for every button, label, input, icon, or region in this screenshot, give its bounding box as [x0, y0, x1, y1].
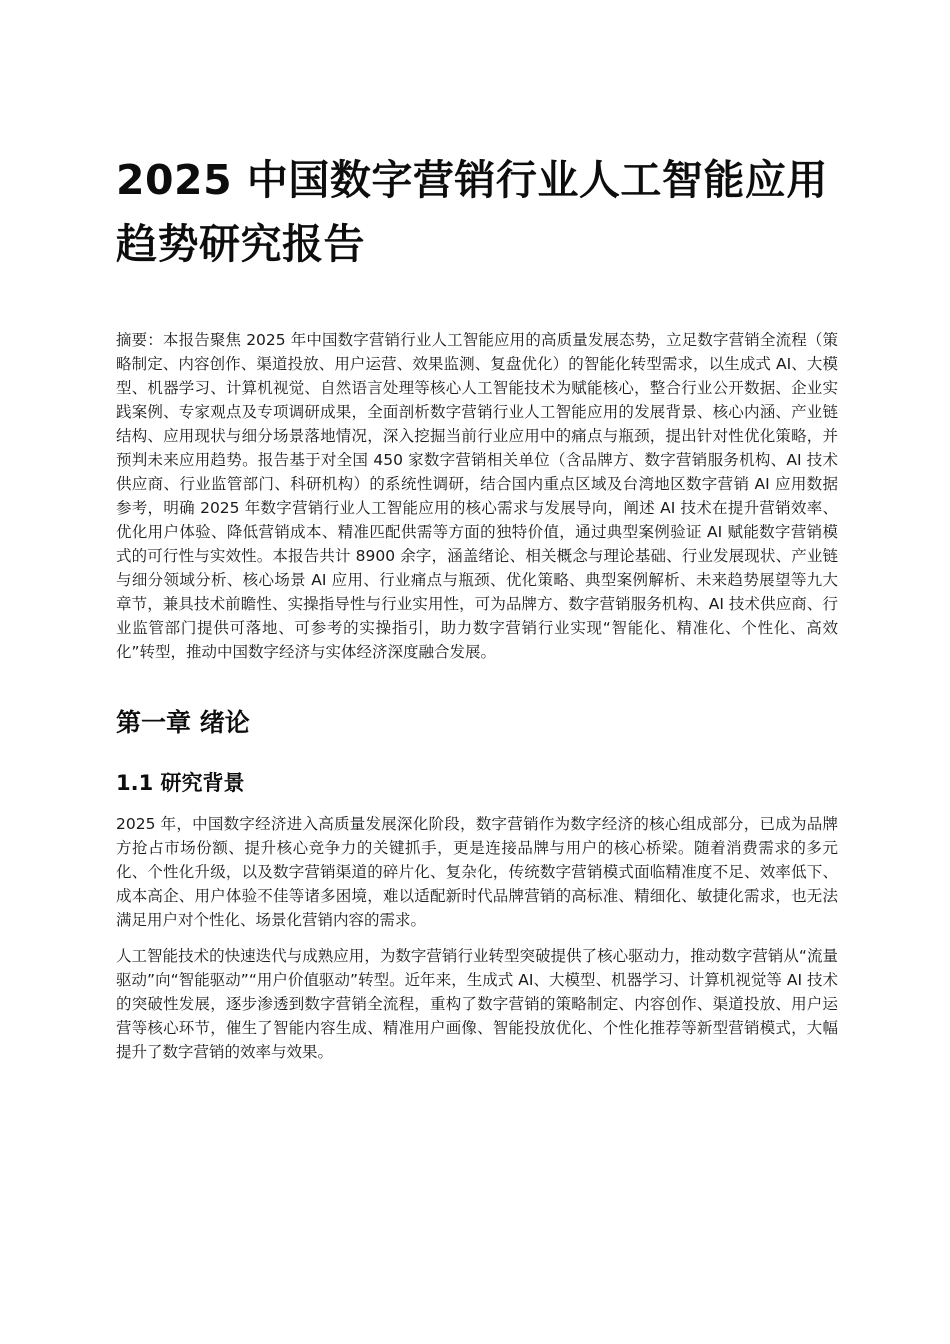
body-paragraph: 人工智能技术的快速迭代与成熟应用，为数字营销行业转型突破提供了核心驱动力，推动数字营销从“流量驱动”向“智能驱动”“用户价值驱动”转型。近年来，生成式 AI、大模型、机器学习、计算机视觉等 AI 技术的突破性发展，逐步渗透到数字营销全流程，重构了数字营销的策略制定、内容创作、渠道投放、用户运营等核心环节，催生了智能内容生成、精准用户画像、智能投放优化、个性化推荐等新型营销模式，大幅提升了数字营销的效率与效果。	[116, 947, 838, 1061]
abstract-paragraph: 摘要：本报告聚焦 2025 年中国数字营销行业人工智能应用的高质量发展态势，立足数字营销全流程（策略制定、内容创作、渠道投放、用户运营、效果监测、复盘优化）的智能化转型需求，以生成式 AI、大模型、机器学习、计算机视觉、自然语言处理等核心人工智能技术为赋能核心，整合行业公开数据、企业实践案例、专家观点及专项调研成果，全面剖析数字营销行业人工智能应用的发展背景、核心内涵、产业链结构、应用现状与细分场景落地情况，深入挖掘当前行业应用中的痛点与瓶颈，提出针对性优化策略，并预判未来应用趋势。报告基于对全国 450 家数字营销相关单位（含品牌方、数字营销服务机构、AI 技术供应商、行业监管部门、科研机构）的系统性调研，结合国内重点区域及台湾地区数字营销 AI 应用数据参考，明确 2025 年数字营销行业人工智能应用的核心需求与发展导向，阐述 AI 技术在提升营销效率、优化用户体验、降低营销成本、精准匹配供需等方面的独特价值，通过典型案例验证 AI 赋能数字营销模式的可行性与实效性。本报告共计 8900 余字，涵盖绪论、相关概念与理论基础、行业发展现状、产业链与细分领域分析、核心场景 AI 应用、行业痛点与瓶颈、优化策略、典型案例解析、未来趋势展望等九大章节，兼具技术前瞻性、实操指导性与行业实用性，可为品牌方、数字营销服务机构、AI 技术供应商、行业监管部门提供可落地、可参考的实操指引，助力数字营销行业实现“智能化、精准化、个性化、高效化”转型，推动中国数字经济与实体经济深度融合发展。	[116, 331, 838, 661]
chapter-title: 第一章 绪论	[116, 708, 250, 737]
document-page	[116, 148, 838, 1064]
document-title: 2025 中国数字营销行业人工智能应用趋势研究报告	[116, 156, 828, 268]
body-paragraph: 2025 年，中国数字经济进入高质量发展深化阶段，数字营销作为数字经济的核心组成部分，已成为品牌方抢占市场份额、提升核心竞争力的关键抓手，更是连接品牌与用户的核心桥梁。随着消费需求的多元化、个性化升级，以及数字营销渠道的碎片化、复杂化，传统数字营销模式面临精准度不足、效率低下、成本高企、用户体验不佳等诸多困境，难以适配新时代品牌营销的高标准、精细化、敏捷化需求，也无法满足用户对个性化、场景化营销内容的需求。	[116, 815, 838, 929]
section-title: 1.1 研究背景	[116, 771, 245, 795]
